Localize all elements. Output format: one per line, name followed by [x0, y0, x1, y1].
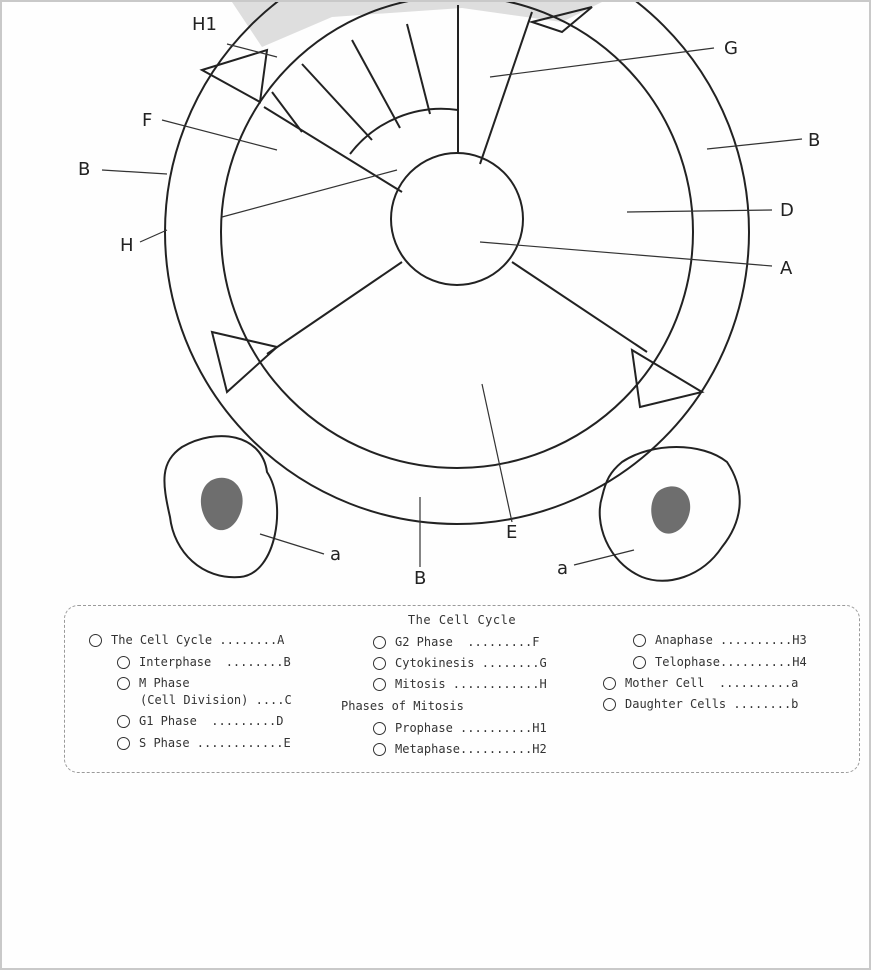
radio-icon[interactable] — [373, 743, 386, 756]
radio-icon[interactable] — [89, 634, 102, 647]
label-D: D — [780, 200, 794, 221]
label-H: H — [120, 235, 134, 256]
legend-item-cell-division: (Cell Division) ....C — [140, 693, 292, 707]
divider-right — [512, 262, 647, 352]
legend-item-g2-phase[interactable]: G2 Phase .........F — [373, 635, 540, 649]
arrow-bottom-left — [212, 332, 277, 392]
legend-item-mother-cell[interactable]: Mother Cell ..........a — [603, 676, 798, 690]
legend-item-metaphase[interactable]: Metaphase..........H2 — [373, 742, 547, 756]
label-B-bottom: B — [414, 568, 427, 589]
legend-item-m-phase[interactable]: M Phase — [117, 676, 190, 690]
legend-item-mitosis[interactable]: Mitosis ............H — [373, 677, 547, 691]
legend-item-interphase[interactable]: Interphase ........B — [117, 655, 291, 669]
legend-box — [64, 605, 860, 773]
phases-heading: Phases of Mitosis — [341, 699, 464, 713]
legend-item-anaphase[interactable]: Anaphase ..........H3 — [633, 633, 807, 647]
legend-item-cell-cycle[interactable]: The Cell Cycle ........A — [89, 633, 284, 647]
nucleus-left — [201, 478, 243, 530]
radio-icon[interactable] — [633, 656, 646, 669]
label-H1: H1 — [192, 14, 217, 35]
label-a-left: a — [330, 544, 342, 565]
nucleus-right — [651, 486, 690, 533]
radio-icon[interactable] — [117, 737, 130, 750]
center-circle — [391, 153, 523, 285]
legend-title: The Cell Cycle — [407, 613, 517, 627]
legend-item-s-phase[interactable]: S Phase ............E — [117, 736, 291, 750]
legend-item-telophase[interactable]: Telophase..........H4 — [633, 655, 807, 669]
radio-icon[interactable] — [117, 677, 130, 690]
radio-icon[interactable] — [117, 656, 130, 669]
legend-item-prophase[interactable]: Prophase ..........H1 — [373, 721, 547, 735]
label-B-left: B — [78, 159, 91, 180]
label-E: E — [506, 522, 518, 543]
arrow-top-left — [202, 50, 267, 102]
radio-icon[interactable] — [633, 634, 646, 647]
radio-icon[interactable] — [117, 715, 130, 728]
radio-icon[interactable] — [373, 722, 386, 735]
radio-icon[interactable] — [373, 678, 386, 691]
legend-item-cytokinesis[interactable]: Cytokinesis ........G — [373, 656, 547, 670]
legend-item-g1-phase[interactable]: G1 Phase .........D — [117, 714, 284, 728]
cell-cycle-diagram — [2, 2, 871, 602]
shaded-region — [232, 2, 602, 47]
divider-upper-left — [264, 107, 402, 192]
divider-cytokinesis — [480, 12, 532, 164]
mitosis-inner-arc — [350, 109, 458, 154]
legend-item-daughter-cells[interactable]: Daughter Cells ........b — [603, 697, 798, 711]
label-B-right: B — [808, 130, 821, 151]
radio-icon[interactable] — [373, 657, 386, 670]
radio-icon[interactable] — [373, 636, 386, 649]
label-A: A — [780, 258, 793, 279]
radio-icon[interactable] — [603, 698, 616, 711]
radio-icon[interactable] — [603, 677, 616, 690]
label-a-right: a — [557, 558, 569, 579]
divider-left — [267, 262, 402, 354]
label-F: F — [142, 110, 153, 131]
label-G: G — [724, 38, 738, 59]
